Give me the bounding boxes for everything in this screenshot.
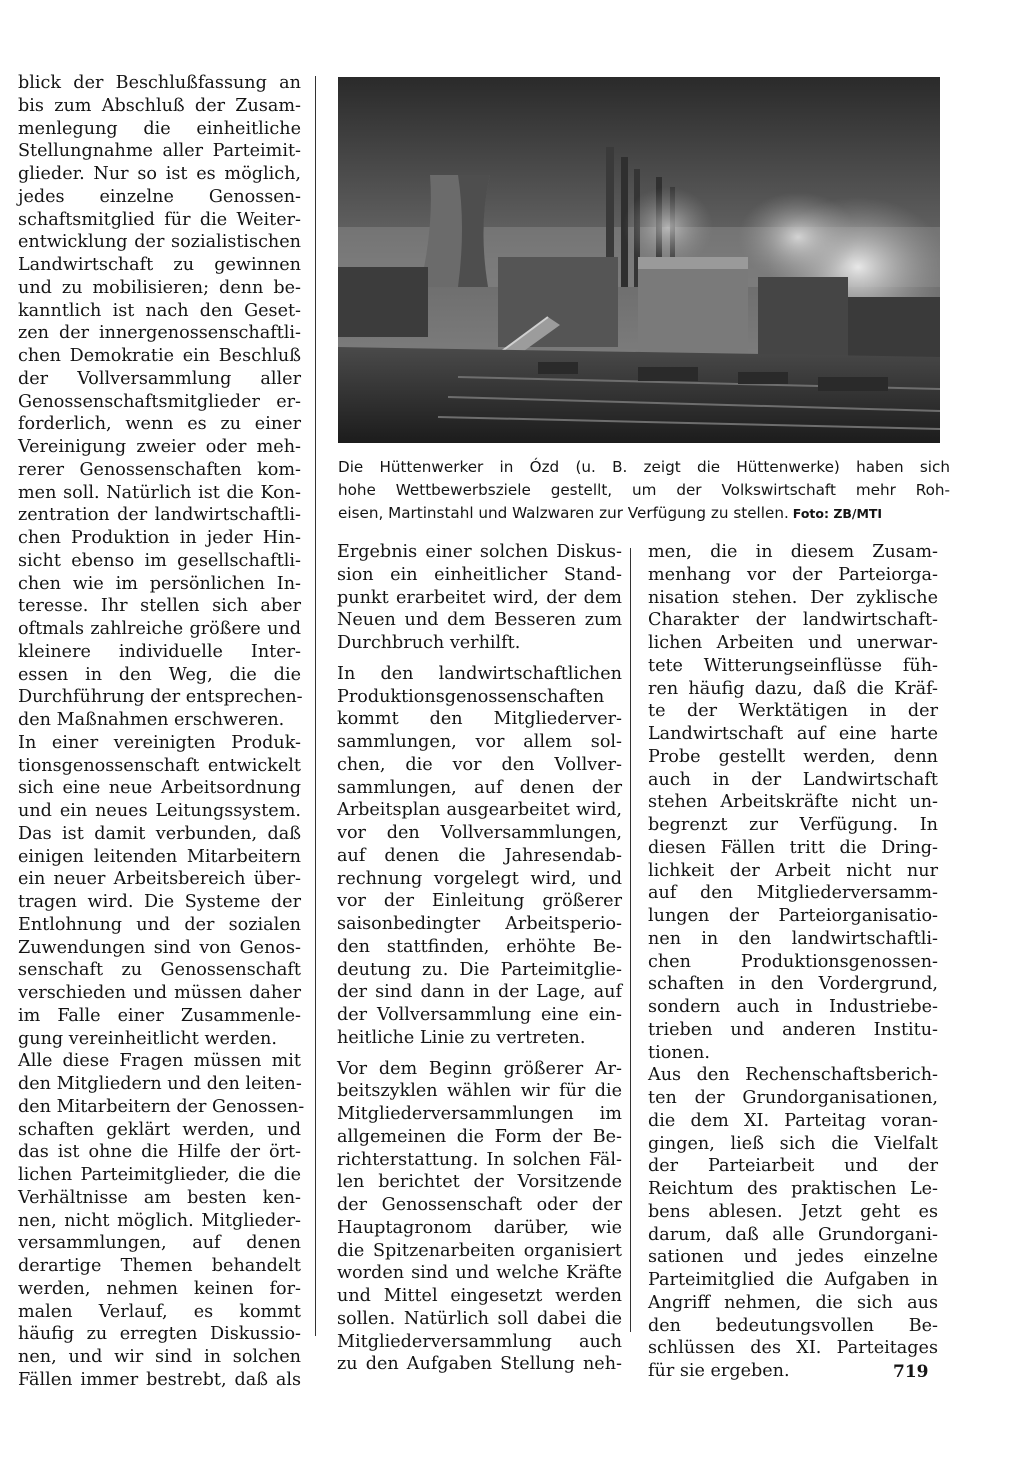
- text-line: Durchführung der entsprechen-: [18, 687, 303, 708]
- text-line: sammlungen, auf denen der: [337, 777, 622, 798]
- caption-line: Die Hüttenwerker in Ózd (u. B. zeigt die Hüttenwerke) haben sich: [338, 458, 950, 476]
- text-line: gingen, ließ sich die Vielfalt: [648, 1133, 938, 1154]
- text-line: rerer Genossenschaften kom-: [18, 459, 301, 480]
- text-line: kommt den Mitgliederver-: [337, 709, 622, 730]
- text-line: sammlungen, vor allem sol-: [337, 732, 622, 752]
- text-line: Verhältnisse am besten ken-: [18, 1187, 301, 1208]
- text-line: Das ist damit verbunden, daß: [18, 823, 301, 844]
- text-line: werden, nehmen keinen for-: [18, 1278, 301, 1299]
- text-column-1: [18, 72, 305, 1392]
- text-line: menhang vor der Parteiorga-: [648, 564, 938, 585]
- text-line: ten der Grundorganisationen,: [648, 1088, 938, 1108]
- text-line: Genossenschaftsmitglieder er-: [18, 391, 301, 412]
- text-line: chen, die vor den Vollver-: [337, 754, 622, 775]
- text-line: Produktionsgenossenschaften: [337, 686, 605, 707]
- text-line: im Falle einer Zusammenle-: [18, 1005, 301, 1026]
- text-line: beitszyklen wählen wir für die: [337, 1081, 622, 1102]
- text-line: lichkeit der Arbeit nicht nur: [648, 860, 938, 881]
- text-line: Fällen immer bestrebt, daß als: [18, 1369, 301, 1390]
- text-line: nen, nicht möglich. Mitglieder-: [18, 1210, 301, 1231]
- text-line: nisation stehen. Der zyklische: [648, 587, 938, 608]
- text-line: chen wie im persönlichen In-: [18, 573, 301, 594]
- text-line: auch in der Landwirtschaft: [648, 769, 938, 790]
- text-line: verschieden und müssen daher: [18, 983, 301, 1003]
- text-line: teresse. Ihr stellen sich aber: [18, 596, 301, 617]
- text-line: menlegung die einheitliche: [18, 118, 301, 139]
- text-line: schlüssen des XI. Parteitages: [648, 1338, 938, 1359]
- text-line: lungen der Parteiorganisatio-: [648, 906, 938, 926]
- text-column-2: [337, 541, 622, 1376]
- text-line: jedes einzelne Genossen-: [18, 186, 301, 207]
- text-line: tragen wird. Die Systeme der: [18, 892, 301, 912]
- column-divider: [315, 76, 316, 1336]
- text-line: In einer vereinigten Produk-: [18, 732, 301, 753]
- text-line: bens ablesen. Jetzt geht es: [648, 1201, 938, 1222]
- text-line: den Mitarbeitern der Genossen-: [18, 1096, 305, 1117]
- text-line: der Genossenschaft oder der: [337, 1195, 622, 1215]
- text-line: sationen und jedes einzelne: [648, 1247, 938, 1268]
- text-line: versammlungen, auf denen: [18, 1233, 301, 1254]
- text-line: der Vollversammlung eine ein-: [337, 1005, 622, 1025]
- text-line: malen Verlauf, es kommt: [18, 1301, 301, 1322]
- text-line: darum, daß alle Grundorgani-: [648, 1224, 938, 1245]
- column-divider: [630, 548, 631, 1332]
- text-line: den Mitgliedern und den leiten-: [18, 1074, 302, 1094]
- text-line: auf den Mitgliederversamm-: [648, 883, 938, 904]
- text-line: häufig zu erregten Diskussio-: [18, 1324, 301, 1345]
- text-line: tionen.: [648, 1042, 710, 1063]
- text-line: der sind dann in der Lage, auf: [337, 982, 622, 1003]
- text-line: Arbeitsplan ausgearbeitet wird,: [337, 800, 622, 821]
- text-line: einigen leitenden Mitarbeitern: [18, 846, 301, 867]
- text-line: saisonbedingter Arbeitsperio-: [337, 914, 622, 934]
- text-line: Charakter der landwirtschaft-: [648, 610, 938, 631]
- text-line: schaften geklärt werden, und: [18, 1119, 301, 1140]
- text-line: die Spitzenarbeiten organisiert: [337, 1240, 622, 1261]
- photo-credit: Foto: ZB/MTI: [792, 506, 883, 521]
- text-line: der Vollversammlung aller: [18, 368, 301, 389]
- paragraph-gap: [337, 1050, 622, 1058]
- steelworks-photo: [338, 77, 940, 443]
- text-line: Mitgliederversammlungen im: [337, 1104, 622, 1124]
- text-line: Probe gestellt werden, denn: [648, 746, 938, 767]
- text-line: bis zum Abschluß der Zusam-: [18, 95, 301, 116]
- text-line: Vor dem Beginn größerer Ar-: [337, 1058, 622, 1079]
- text-line: Vereinigung zweier oder meh-: [18, 437, 301, 457]
- text-line: Landwirtschaft zu gewinnen: [18, 255, 301, 275]
- text-line: Landwirtschaft auf eine harte: [648, 724, 938, 744]
- text-line: essen in den Weg, die die: [18, 664, 301, 685]
- text-line: Zuwendungen sind von Genos-: [18, 937, 301, 958]
- photo-caption: [338, 456, 950, 525]
- text-line: chen Demokratie ein Beschluß: [18, 346, 301, 366]
- text-line: heitliche Linie zu vertreten.: [337, 1027, 586, 1048]
- text-line: nen in den landwirtschaftli-: [648, 928, 938, 949]
- text-line: Neuen und dem Besseren zum: [337, 610, 622, 631]
- text-line: sollen. Natürlich soll dabei die: [337, 1308, 622, 1329]
- text-line: für sie ergeben.: [648, 1361, 790, 1381]
- text-line: begrenzt zur Verfügung. In: [648, 815, 938, 835]
- text-line: men, die in diesem Zusam-: [648, 542, 938, 562]
- text-line: die dem XI. Parteitag voran-: [648, 1110, 938, 1131]
- text-line: tionsgenossenschaft entwickelt: [18, 755, 301, 776]
- text-line: tete Witterungseinflüsse füh-: [648, 655, 938, 676]
- text-line: In den landwirtschaftlichen: [337, 663, 622, 684]
- text-line: richterstattung. In solchen Fäl-: [337, 1149, 622, 1170]
- text-line: ein neuer Arbeitsbereich über-: [18, 869, 301, 890]
- text-line: glieder. Nur so ist es möglich,: [18, 164, 301, 184]
- text-line: der Parteiarbeit und der: [648, 1156, 938, 1177]
- text-line: und ein neues Leitungssystem.: [18, 801, 301, 821]
- text-line: zen der innergenossenschaftli-: [18, 323, 301, 344]
- text-line: und Mittel eingesetzt werden: [337, 1286, 622, 1306]
- text-line: Alle diese Fragen müssen mit: [18, 1051, 301, 1072]
- text-line: nen, und wir sind in solchen: [18, 1347, 301, 1367]
- text-line: allgemeinen die Form der Be-: [337, 1126, 622, 1147]
- text-line: den stattfinden, erhöhte Be-: [337, 936, 622, 957]
- text-line: chen Produktionsgenossen-: [648, 951, 938, 972]
- text-line: Entlohnung und der sozialen: [18, 914, 301, 935]
- text-line: senschaft zu Genossenschaft: [18, 960, 301, 981]
- text-line: Angriff nehmen, die sich aus: [648, 1292, 938, 1313]
- text-line: zu den Aufgaben Stellung neh-: [337, 1354, 622, 1375]
- text-line: gung vereinheitlicht werden.: [18, 1028, 277, 1049]
- text-line: vor der Einleitung größerer: [337, 891, 622, 912]
- text-line: derartige Themen behandelt: [18, 1256, 301, 1276]
- text-line: blick der Beschlußfassung an: [18, 73, 301, 93]
- text-line: trieben und anderen Institu-: [648, 1019, 938, 1040]
- text-line: Stellungnahme aller Parteimit-: [18, 141, 301, 162]
- text-line: sion ein einheitlicher Stand-: [337, 564, 622, 585]
- text-line: schaftsmitglied für die Weiter-: [18, 209, 301, 230]
- text-line: Ergebnis einer solchen Diskus-: [337, 542, 622, 562]
- text-line: Durchbruch verhilft.: [337, 633, 521, 653]
- text-line: sondern auch in Industriebe-: [648, 997, 938, 1017]
- text-line: te der Werktätigen in der: [648, 701, 938, 722]
- text-line: rechnung vorgelegt wird, und: [337, 868, 622, 889]
- text-line: chen Produktion in jeder Hin-: [18, 528, 301, 548]
- text-line: lichen Parteimitglieder, die die: [18, 1165, 301, 1185]
- text-line: Parteimitglied die Aufgaben in: [648, 1270, 938, 1290]
- text-line: Hauptagronom darüber, wie: [337, 1217, 622, 1238]
- text-line: schaften in den Vordergrund,: [648, 974, 938, 995]
- text-column-3: [648, 541, 938, 1383]
- text-line: zentration der landwirtschaftli-: [18, 505, 301, 526]
- text-line: den Maßnahmen erschweren.: [18, 710, 285, 730]
- text-line: entwicklung der sozialistischen: [18, 232, 301, 253]
- text-line: das ist ohne die Hilfe der ört-: [18, 1142, 301, 1163]
- paragraph-gap: [337, 655, 622, 663]
- text-line: kanntlich ist nach den Geset-: [18, 300, 301, 321]
- page-number: 719: [893, 1362, 929, 1382]
- text-line: ren häufig dazu, daß die Kräf-: [648, 678, 938, 699]
- text-line: vor den Vollversammlungen,: [337, 823, 622, 843]
- text-line: lichen Arbeiten und unerwar-: [648, 633, 938, 653]
- text-line: worden sind und welche Kräfte: [337, 1263, 622, 1284]
- text-line: sich eine neue Arbeitsordnung: [18, 778, 301, 799]
- text-line: sicht ebenso im gesellschaftli-: [18, 550, 301, 571]
- text-line: diesen Fällen tritt die Dring-: [648, 837, 938, 858]
- caption-line: hohe Wettbewerbsziele gestellt, um der Volkswirtschaft mehr Roh-: [338, 481, 950, 499]
- text-line: punkt erarbeitet wird, der dem: [337, 587, 622, 608]
- text-line: oftmals zahlreiche größere und: [18, 619, 301, 639]
- text-line: und zu mobilisieren; denn be-: [18, 277, 301, 298]
- text-line: forderlich, wenn es zu einer: [18, 414, 301, 435]
- text-line: kleinere individuelle Inter-: [18, 641, 301, 662]
- text-line: Reichtum des praktischen Le-: [648, 1179, 938, 1199]
- text-line: auf denen die Jahresendab-: [337, 845, 622, 866]
- text-line: den bedeutungsvollen Be-: [648, 1315, 938, 1336]
- caption-line: eisen, Martinstahl und Walzwaren zur Verfügung zu stellen. Foto: ZB/MTI: [338, 504, 883, 522]
- text-line: Aus den Rechenschaftsberich-: [648, 1065, 938, 1086]
- text-line: men soll. Natürlich ist die Kon-: [18, 482, 301, 503]
- text-line: Mitgliederversammlung auch: [337, 1331, 622, 1352]
- text-line: stehen Arbeitskräfte nicht un-: [648, 792, 938, 813]
- text-line: deutung zu. Die Parteimitglie-: [337, 959, 622, 980]
- text-line: len berichtet der Vorsitzende: [337, 1172, 622, 1193]
